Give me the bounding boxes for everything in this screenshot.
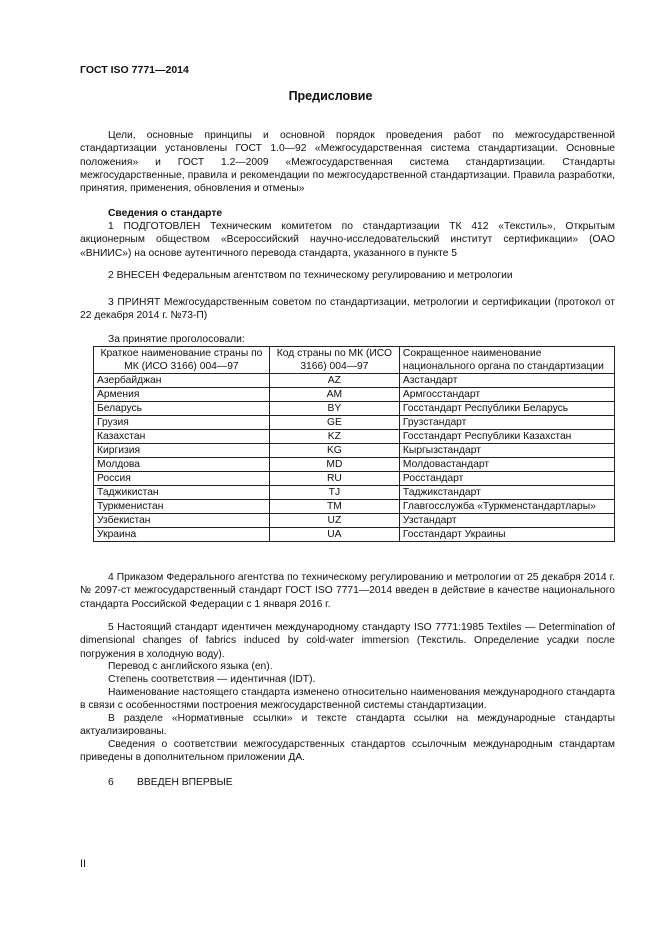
code-cell: RU (269, 472, 399, 486)
table-caption: За принятие проголосовали: (108, 334, 245, 345)
item-6-paragraph (80, 776, 615, 789)
country-cell: Узбекистан (94, 514, 270, 528)
code-cell: UZ (269, 514, 399, 528)
item-6-text: ВВЕДЕН ВПЕРВЫЕ (137, 777, 233, 788)
country-cell: Украина (94, 528, 270, 542)
country-cell: Россия (94, 472, 270, 486)
code-cell: KG (269, 444, 399, 458)
document-header: ГОСТ ISO 7771—2014 (80, 64, 189, 76)
body-cell: Грузстандарт (399, 416, 614, 430)
table-header-body: Сокращенное наименование национального органа по стандартизации (399, 347, 614, 374)
code-cell: BY (269, 402, 399, 416)
body-cell: Узстандарт (399, 514, 614, 528)
table-header-row (94, 347, 615, 374)
table-row (94, 514, 615, 528)
code-cell: AM (269, 388, 399, 402)
page-title: Предисловие (288, 89, 373, 103)
item-5-language: Перевод с английского языка (en). (108, 661, 273, 672)
table-row (94, 486, 615, 500)
body-cell: Армгосстандарт (399, 388, 614, 402)
country-cell: Азербайджан (94, 374, 270, 388)
country-cell: Туркменистан (94, 500, 270, 514)
info-heading: Сведения о стандарте (108, 208, 223, 219)
item-2-paragraph: 2 ВНЕСЕН Федеральным агентством по техническому регулированию и метрологии (108, 270, 513, 281)
item-1-paragraph: 1 ПОДГОТОВЛЕН Техническим комитетом по стандартизации ТК 412 «Текстиль», Открытым акционерным обществом «Всероссийский научно-исследовательский институт сертификации» (ОАО «ВНИИС») на основе аутентичного перевода стандарта, указанного в пункте 5 (80, 221, 615, 259)
code-cell: TJ (269, 486, 399, 500)
country-cell: Киргизия (94, 444, 270, 458)
code-cell: MD (269, 458, 399, 472)
table-row (94, 444, 615, 458)
item-5-degree: Степень соответствия — идентичная (IDT). (108, 674, 316, 685)
item-4-paragraph: 4 Приказом Федерального агентства по техническому регулированию и метрологии от 25 декабря 2014 г. № 2097-ст межгосударственный стандарт ГОСТ ISO 7771—2014 введен в действие в качестве национального стандарта Российской Федерации с 1 января 2016 г. (80, 572, 615, 610)
body-cell: Кыргызстандарт (399, 444, 614, 458)
table-row (94, 388, 615, 402)
table-header-code: Код страны по МК (ИСО 3166) 004—97 (269, 347, 399, 374)
item-3-paragraph: 3 ПРИНЯТ Межгосударственным советом по стандартизации, метрологии и сертификации (протокол от 22 декабря 2014 г. №73-П) (80, 297, 615, 322)
intro-paragraph: Цели, основные принципы и основной порядок проведения работ по межгосударственной стандартизации установлены ГОСТ 1.0—92 «Межгосударственная система стандартизации. Основные положения» и ГОСТ 1.2—2009 «Межгосударственная система стандартизации. Стандарты межгосударственные, правила и рекомендации по межгосударственной стандартизации. Правила разработки, принятия, применения, обновления и отмены» (80, 130, 615, 195)
body-cell: Госстандарт Республики Беларусь (399, 402, 614, 416)
body-cell: Азстандарт (399, 374, 614, 388)
body-cell: Таджикстандарт (399, 486, 614, 500)
body-cell: Госстандарт Украины (399, 528, 614, 542)
page-number: II (80, 858, 87, 870)
table-row (94, 500, 615, 514)
table-row (94, 458, 615, 472)
code-cell: AZ (269, 374, 399, 388)
country-cell: Молдова (94, 458, 270, 472)
country-cell: Таджикистан (94, 486, 270, 500)
country-cell: Казахстан (94, 430, 270, 444)
body-cell: Главгосслужба «Туркменстандартлары» (399, 500, 614, 514)
body-cell: Молдовастандарт (399, 458, 614, 472)
item-5-paragraph: 5 Настоящий стандарт идентичен международному стандарту ISO 7771:1985 Textiles — Determination of dimensional changes of fabrics induced by cold-water immersion (Текстиль. Определение усадки после погружения в холодную воду). (80, 622, 615, 660)
body-cell: Росстандарт (399, 472, 614, 486)
country-cell: Армения (94, 388, 270, 402)
item-5-info: Сведения о соответствии межгосударственных стандартов ссылочным международным стандартам приведены в дополнительном приложении ДА. (80, 739, 615, 764)
table-row (94, 374, 615, 388)
table-header-country: Краткое наименование страны по МК (ИСО 3166) 004—97 (94, 347, 270, 374)
item-5-name-change: Наименование настоящего стандарта изменено относительно наименования международного стандарта в связи с особенностями построения межгосударственной системы стандартизации. (80, 687, 615, 712)
body-cell: Госстандарт Республики Казахстан (399, 430, 614, 444)
item-6-number: 6 (108, 777, 114, 788)
item-5-references: В разделе «Нормативные ссылки» и тексте стандарта ссылки на международные стандарты актуализированы. (80, 713, 615, 738)
table-row (94, 416, 615, 430)
table-row (94, 430, 615, 444)
country-cell: Грузия (94, 416, 270, 430)
table-row (94, 402, 615, 416)
code-cell: GE (269, 416, 399, 430)
code-cell: KZ (269, 430, 399, 444)
table-row (94, 472, 615, 486)
table-row (94, 528, 615, 542)
country-cell: Беларусь (94, 402, 270, 416)
code-cell: UA (269, 528, 399, 542)
code-cell: TM (269, 500, 399, 514)
voting-table (93, 346, 615, 542)
